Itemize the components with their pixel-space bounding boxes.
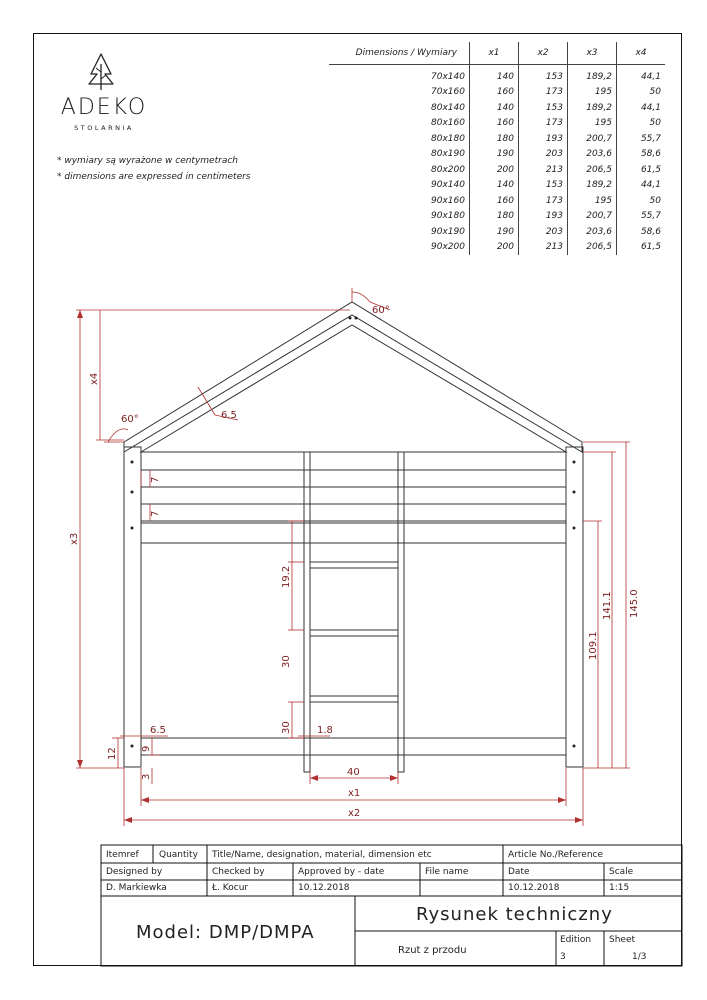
table-cell: 153 xyxy=(519,65,568,85)
label-base-9: 9 xyxy=(141,745,152,752)
table-cell: 80x200 xyxy=(431,164,465,175)
table-cell: 80x140 xyxy=(431,102,465,113)
table-cell: 140 xyxy=(470,100,519,116)
table-cell: 190 xyxy=(470,224,519,240)
table-cell: 189,2 xyxy=(568,100,617,116)
tb-approved-label: Approved by - date xyxy=(298,867,385,877)
table-cell: 203 xyxy=(519,224,568,240)
table-cell: 180 xyxy=(470,131,519,147)
tb-date-label: Date xyxy=(508,867,530,877)
table-cell: 90x140 xyxy=(431,180,465,191)
label-x3: x3 xyxy=(69,532,80,545)
label-rung-gap-2: 30 xyxy=(281,655,292,668)
brand-subtitle: STOLARNIA xyxy=(74,124,134,132)
tb-scale-label: Scale xyxy=(609,867,634,877)
label-base-3: 3 xyxy=(141,773,152,780)
table-cell: 180 xyxy=(470,209,519,225)
table-header-cell: Dimensions / Wymiary xyxy=(329,42,470,65)
tb-view: Rzut z przodu xyxy=(398,945,467,956)
table-cell: 80x180 xyxy=(431,133,465,144)
roof-outline xyxy=(124,302,582,452)
note-english: * dimensions are expressed in centimeters xyxy=(57,172,251,182)
table-cell: 90x180 xyxy=(431,211,465,222)
table-cell: 90x200 xyxy=(431,242,465,253)
table-cell: 58,6 xyxy=(617,147,666,163)
ladder-rung xyxy=(310,696,398,702)
tb-drawing-title: Rysunek techniczny xyxy=(416,904,613,925)
tb-edition: 3 xyxy=(560,952,566,962)
label-h-1411: 141.1 xyxy=(602,591,613,620)
tb-sheet: 1/3 xyxy=(632,952,647,962)
tb-scale: 1:15 xyxy=(609,883,630,893)
table-cell: 200 xyxy=(470,162,519,178)
tb-approved-date: 10.12.2018 xyxy=(298,883,350,893)
brand-name: ADEKO xyxy=(60,95,148,120)
table-cell: 189,2 xyxy=(568,65,617,85)
table-cell: 44,1 xyxy=(617,178,666,194)
table-cell: 195 xyxy=(568,85,617,101)
table-cell: 200 xyxy=(470,240,519,256)
table-cell: 160 xyxy=(470,85,519,101)
tb-designed-by: D. Markiewka xyxy=(106,883,167,893)
table-cell: 195 xyxy=(568,116,617,132)
table-cell: 44,1 xyxy=(617,100,666,116)
table-cell: 50 xyxy=(617,85,666,101)
table-cell: 193 xyxy=(519,209,568,225)
tb-article: Article No./Reference xyxy=(508,850,604,860)
label-rung-thickness: 1.8 xyxy=(317,725,333,736)
table-cell: 213 xyxy=(519,162,568,178)
rail-1 xyxy=(141,470,566,487)
ladder-left-post xyxy=(304,452,310,772)
tb-title-header: Title/Name, designation, material, dimension etc xyxy=(212,850,432,860)
table-cell: 195 xyxy=(568,193,617,209)
table-cell: 90x160 xyxy=(431,195,465,206)
table-cell: 200,7 xyxy=(568,209,617,225)
table-cell: 160 xyxy=(470,193,519,209)
label-x4: x4 xyxy=(89,372,100,385)
table-cell: 140 xyxy=(470,178,519,194)
tb-quantity: Quantity xyxy=(159,850,198,860)
table-header-cell: x2 xyxy=(519,42,568,65)
label-roof-thickness: 6.5 xyxy=(221,410,237,421)
table-header-cell: x4 xyxy=(617,42,666,65)
table-cell: 44,1 xyxy=(617,65,666,85)
table-cell: 160 xyxy=(470,116,519,132)
table-cell: 213 xyxy=(519,240,568,256)
table-cell: 206,5 xyxy=(568,162,617,178)
table-cell: 173 xyxy=(519,85,568,101)
rail-3 xyxy=(141,523,566,543)
label-h-1091: 109.1 xyxy=(588,631,599,660)
label-x1: x1 xyxy=(348,788,361,799)
table-cell: 58,6 xyxy=(617,224,666,240)
table-cell: 61,5 xyxy=(617,162,666,178)
right-post xyxy=(566,447,583,767)
table-cell: 189,2 xyxy=(568,178,617,194)
table-header-cell: x1 xyxy=(470,42,519,65)
label-rung-gap-3: 30 xyxy=(281,721,292,734)
table-cell: 61,5 xyxy=(617,240,666,256)
note-polish: * wymiary są wyrażone w centymetrach xyxy=(57,156,238,166)
table-cell: 203,6 xyxy=(568,147,617,163)
table-cell: 70x160 xyxy=(431,87,465,98)
table-cell: 173 xyxy=(519,116,568,132)
rail-2 xyxy=(141,504,566,521)
table-cell: 90x190 xyxy=(431,226,465,237)
tb-checked-by-label: Checked by xyxy=(212,867,265,877)
tb-sheet-label: Sheet xyxy=(609,935,636,945)
tb-edition-label: Edition xyxy=(560,935,592,945)
table-cell: 200,7 xyxy=(568,131,617,147)
ladder-right-post xyxy=(398,452,404,772)
table-cell: 140 xyxy=(470,65,519,85)
label-rung-gap-1: 19.2 xyxy=(281,565,292,588)
label-x2: x2 xyxy=(348,808,361,819)
table-cell: 203 xyxy=(519,147,568,163)
table-cell: 55,7 xyxy=(617,131,666,147)
table-header-cell: x3 xyxy=(568,42,617,65)
table-cell: 190 xyxy=(470,147,519,163)
label-rail-1: 7 xyxy=(150,476,161,483)
tb-designed-by-label: Designed by xyxy=(106,867,163,877)
label-angle-top: 60° xyxy=(372,305,390,316)
label-h-1450: 145.0 xyxy=(629,589,640,618)
tb-file-name-label: File name xyxy=(425,867,469,877)
table-cell: 193 xyxy=(519,131,568,147)
roof-inner xyxy=(141,325,566,452)
table-cell: 153 xyxy=(519,100,568,116)
tb-checked-by: Ł. Kocur xyxy=(212,883,249,893)
table-cell: 153 xyxy=(519,178,568,194)
table-cell: 203,6 xyxy=(568,224,617,240)
tb-date: 10.12.2018 xyxy=(508,883,560,893)
bottom-rail xyxy=(141,738,566,755)
left-post xyxy=(124,447,141,767)
label-ladder-width: 40 xyxy=(347,767,360,778)
label-post-width: 6.5 xyxy=(150,725,166,736)
ladder-rung xyxy=(310,630,398,636)
tb-itemref: Itemref xyxy=(106,850,139,860)
label-base-12: 12 xyxy=(107,747,118,760)
table-cell: 173 xyxy=(519,193,568,209)
ladder-rung xyxy=(310,562,398,568)
table-cell: 80x160 xyxy=(431,118,465,129)
table-cell: 50 xyxy=(617,116,666,132)
table-cell: 70x140 xyxy=(431,71,465,82)
table-cell: 80x190 xyxy=(431,149,465,160)
table-cell: 50 xyxy=(617,193,666,209)
label-rail-2: 7 xyxy=(150,510,161,517)
tb-model: Model: DMP/DMPA xyxy=(136,922,315,943)
table-cell: 206,5 xyxy=(568,240,617,256)
label-angle-left: 60° xyxy=(121,414,139,425)
table-cell: 55,7 xyxy=(617,209,666,225)
